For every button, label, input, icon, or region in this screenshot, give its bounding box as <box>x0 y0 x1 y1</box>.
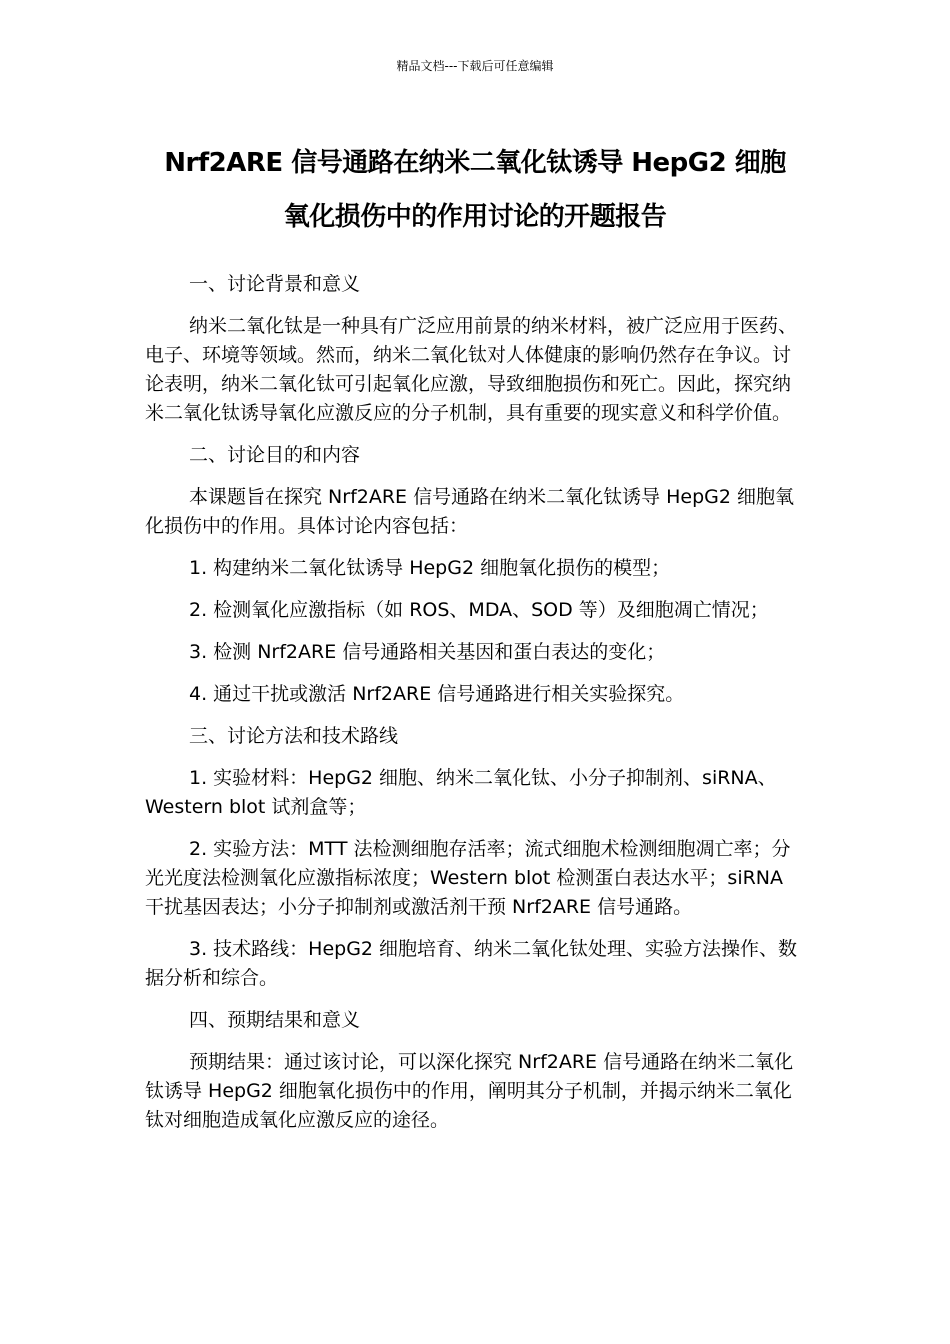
list-item-content-3: 3. 检测 Nrf2ARE 信号通路相关基因和蛋白表达的变化； <box>189 641 666 663</box>
paragraph-expected: 预期结果：通过该讨论，可以深化探究 Nrf2ARE 信号通路在纳米二氧化钛诱导 HepG2 细胞氧化损伤中的作用，阐明其分子机制，并揭示纳米二氧化钛对细胞造成氧化应激反应的途径。 <box>145 1051 794 1131</box>
title-line-1: Nrf2ARE 信号通路在纳米二氧化钛诱导 HepG2 细胞 <box>164 148 786 178</box>
list-item-content-1: 1. 构建纳米二氧化钛诱导 HepG2 细胞氧化损伤的模型； <box>189 557 671 579</box>
page-header: 精品文档---下载后可任意编辑 <box>396 59 554 73</box>
title-line-2: 氧化损伤中的作用讨论的开题报告 <box>283 202 667 232</box>
paragraph-objectives: 本课题旨在探究 Nrf2ARE 信号通路在纳米二氧化钛诱导 HepG2 细胞氧化损伤中的作用。具体讨论内容包括： <box>145 486 795 537</box>
list-item-route: 3. 技术路线：HepG2 细胞培育、纳米二氧化钛处理、实验方法操作、数据分析和综合。 <box>145 938 798 989</box>
list-item-content-2: 2. 检测氧化应激指标（如 ROS、MDA、SOD 等）及细胞凋亡情况； <box>189 599 769 621</box>
document-title <box>100 136 850 244</box>
section-heading-objectives: 二、讨论目的和内容 <box>189 444 361 466</box>
list-item-materials: 1. 实验材料：HepG2 细胞、纳米二氧化钛、小分子抑制剂、siRNA、Western blot 试剂盒等； <box>145 767 777 818</box>
document-body <box>145 270 805 1148</box>
list-item-methods: 2. 实验方法：MTT 法检测细胞存活率；流式细胞术检测细胞凋亡率；分光光度法检测氧化应激指标浓度；Western blot 检测蛋白表达水平；siRNA 干扰基因表达；小分子抑制剂或激活剂干预 Nrf2ARE 信号通路。 <box>145 838 791 918</box>
list-item-content-4: 4. 通过干扰或激活 Nrf2ARE 信号通路进行相关实验探究。 <box>189 683 685 705</box>
section-heading-expected: 四、预期结果和意义 <box>189 1009 361 1031</box>
paragraph-background: 纳米二氧化钛是一种具有广泛应用前景的纳米材料，被广泛应用于医药、电子、环境等领域。然而，纳米二氧化钛对人体健康的影响仍然存在争议。讨论表明，纳米二氧化钛可引起氧化应激，导致细胞损伤和死亡。因此，探究纳米二氧化钛诱导氧化应激反应的分子机制，具有重要的现实意义和科学价值。 <box>145 315 798 424</box>
section-heading-background: 一、讨论背景和意义 <box>189 273 361 295</box>
section-heading-methods: 三、讨论方法和技术路线 <box>189 725 399 747</box>
